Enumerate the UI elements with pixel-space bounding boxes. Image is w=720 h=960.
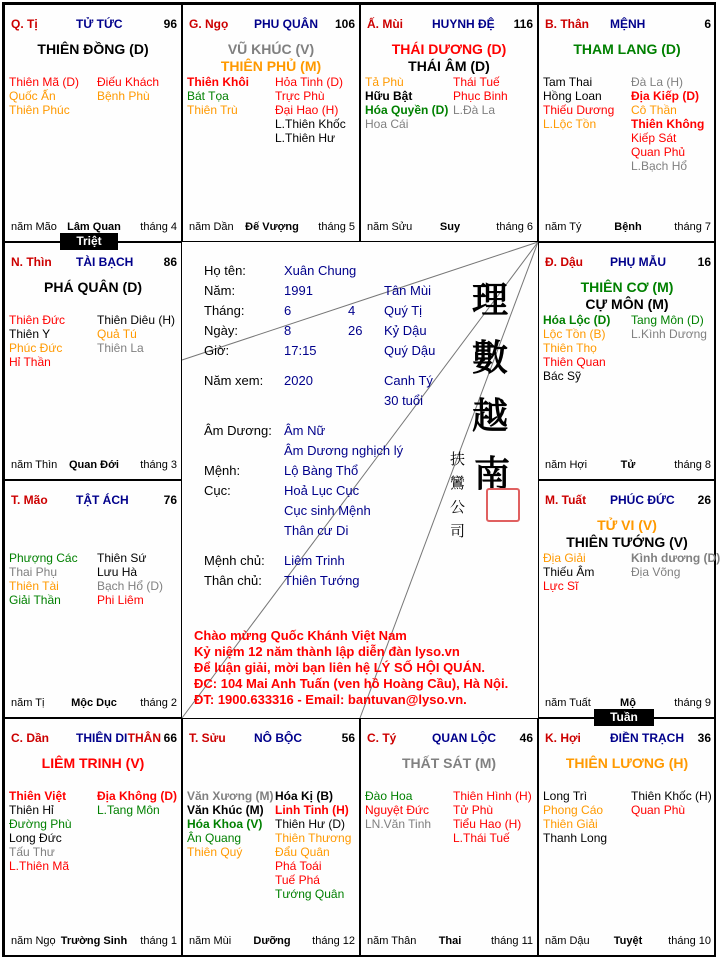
menhchu-value: Liêm Trinh [284, 553, 345, 568]
minor-star: Quả Tú [97, 327, 137, 341]
announcement-line-1: Chào mừng Quốc Khánh Việt Nam [194, 628, 407, 643]
minor-star: Quan Phủ [631, 145, 686, 159]
palace-stage: Quan Đới [69, 459, 119, 471]
minor-star: Long Đức [9, 831, 62, 845]
main-star: THÁI DƯƠNG (D) [391, 41, 507, 57]
minor-star: Tang Môn (D) [631, 313, 704, 327]
minor-star: Long Trì [543, 789, 588, 803]
calligraphy-small-2: 鸞 [450, 474, 466, 492]
minor-star: Thiên Thương [275, 831, 352, 845]
calligraphy-char-1: 理 [472, 279, 509, 321]
palace-number: 36 [697, 731, 711, 745]
announcement-line-4: ĐC: 104 Mai Anh Tuấn (ven hồ Hoàng Cầu), Hà Nội. [194, 676, 509, 691]
calligraphy-char-4: 南 [474, 453, 511, 495]
age-value: 30 tuổi [384, 393, 424, 408]
palace-stage: Dưỡng [253, 935, 291, 947]
palace-header [545, 255, 711, 271]
palace-footer [545, 459, 711, 473]
minor-star: Thiếu Dương [543, 103, 615, 117]
minor-star: L.Bạch Hổ [631, 159, 688, 173]
palace-name: MỆNH [610, 17, 646, 31]
palace-year: năm Thìn [11, 459, 58, 471]
palace-number: 106 [334, 17, 355, 31]
palace-footer [367, 935, 533, 949]
day-label: Ngày: [204, 323, 238, 338]
palace-year: năm Dậu [545, 935, 590, 947]
minor-star: Thanh Long [543, 831, 608, 845]
palace-month: tháng 1 [140, 935, 177, 947]
calligraphy-small-1: 扶 [450, 450, 466, 468]
minor-star: L.Thiên Khốc [275, 117, 346, 131]
minor-star: Thiên Y [9, 327, 51, 341]
palace-footer [367, 221, 533, 235]
announcement-line-5: ĐT: 1900.633316 - Email: bantuvan@lyso.vn. [194, 692, 467, 707]
palace-footer [189, 221, 355, 235]
minor-star: Quan Phù [631, 803, 686, 817]
palace-number: 6 [704, 17, 711, 31]
minor-star: Hỏa Tinh (D) [275, 75, 344, 89]
palace-ty [360, 718, 538, 956]
minor-star: Thiên Hư (D) [275, 817, 346, 831]
palace-stage: Đế Vượng [245, 221, 299, 233]
minor-star: Thiếu Âm [543, 565, 595, 579]
palace-stage: Tử [620, 459, 636, 471]
palace-extra: THÂN [127, 731, 161, 745]
palace-thin [4, 242, 182, 480]
amduong-value: Âm Nữ [284, 423, 326, 438]
minor-star: Hóa Kị (B) [275, 789, 333, 803]
main-star: THÁI ÂM (D) [408, 58, 490, 74]
palace-ngo [182, 4, 360, 242]
palace-code: T. Sửu [189, 731, 226, 745]
red-seal-icon [486, 488, 520, 522]
minor-star: Cô Thần [631, 103, 677, 117]
palace-month: tháng 12 [312, 935, 355, 947]
palace-year: năm Dần [189, 221, 234, 233]
minor-star: Hoa Cái [365, 117, 409, 131]
palace-name: QUAN LỘC [432, 731, 496, 745]
minor-star: Thiên Quan [543, 355, 606, 369]
minor-star: Thiên Việt [9, 789, 67, 803]
palace-code: C. Dần [11, 731, 50, 745]
amduong-note: Âm Dương nghịch lý [284, 443, 404, 458]
palace-year: năm Sửu [367, 221, 413, 233]
minor-star: Tấu Thư [9, 845, 55, 859]
cuc-value: Hoả Lục Cục [284, 483, 360, 498]
palace-mui [360, 4, 538, 242]
minor-star: Phượng Các [9, 551, 78, 565]
palace-month: tháng 9 [674, 697, 711, 709]
minor-star: Đà La (H) [631, 75, 684, 89]
palace-name: ĐIỀN TRẠCH [610, 731, 684, 745]
palace-header [11, 255, 177, 271]
palace-stage: Tuyệt [613, 935, 643, 947]
minor-star: Bát Tọa [187, 89, 229, 103]
palace-name: PHỤ MẪU [610, 255, 666, 269]
minor-star: Bạch Hổ (D) [97, 579, 164, 593]
palace-than [538, 4, 716, 242]
minor-star: L.Đà La [453, 103, 496, 117]
palace-month: tháng 10 [668, 935, 711, 947]
view-year-label: Năm xem: [204, 373, 264, 388]
day-lunar: 26 [348, 323, 363, 338]
minor-star: L.Thiên Hư [275, 131, 336, 145]
palace-number: 16 [697, 255, 711, 269]
main-star: THIÊN LƯƠNG (H) [565, 755, 689, 771]
hour-value: 17:15 [284, 343, 317, 358]
palace-name: THIÊN DI [76, 731, 128, 745]
palace-stage: Lâm Quan [67, 221, 121, 233]
palace-dau [538, 242, 716, 480]
month-label: Tháng: [204, 303, 245, 318]
minor-star: Thiên Diêu (H) [97, 313, 176, 327]
minor-star: Địa Giải [543, 551, 586, 565]
palace-name: NÔ BỘC [254, 731, 302, 745]
minor-star: Văn Khúc (M) [187, 803, 264, 817]
minor-star: L.Tang Môn [97, 803, 160, 817]
palace-footer [11, 935, 177, 949]
palace-header [189, 731, 355, 747]
hour-can: Quý Dậu [384, 343, 436, 358]
minor-star: Linh Tinh (H) [275, 803, 349, 817]
amduong-label: Âm Dương: [204, 423, 272, 438]
palace-month: tháng 3 [140, 459, 177, 471]
thanchu-value: Thiên Tướng [284, 573, 360, 588]
month-solar: 6 [284, 303, 292, 318]
minor-star: Hữu Bật [365, 89, 413, 103]
palace-code: Q. Tị [11, 17, 38, 31]
minor-star: Thiên Khôi [187, 75, 249, 89]
calligraphy-small-3: 公 [450, 498, 466, 516]
calligraphy-small-4: 司 [450, 522, 466, 540]
minor-star: Thiên Giải [543, 817, 598, 831]
minor-star: Phúc Đức [9, 341, 63, 355]
minor-star: Thiên Tài [9, 579, 59, 593]
minor-star: Đẩu Quân [275, 845, 330, 859]
main-star: THIÊN ĐỒNG (D) [37, 41, 149, 57]
year-label: Năm: [204, 283, 236, 298]
main-star: CỰ MÔN (M) [585, 296, 669, 312]
cuc-relation: Cục sinh Mệnh [284, 503, 371, 518]
minor-star: Kình dương (D) [631, 551, 720, 565]
minor-star: Thiên Khốc (H) [631, 789, 712, 803]
palace-number: 26 [697, 493, 711, 507]
minor-star: Thiên Hình (H) [453, 789, 532, 803]
minor-star: Hồng Loan [543, 89, 602, 103]
palace-footer [189, 935, 355, 949]
palace-code: N. Thìn [11, 255, 52, 269]
minor-star: Thiên Phúc [9, 103, 70, 117]
palace-year: năm Thân [367, 935, 417, 947]
palace-year: năm Tý [545, 221, 582, 233]
palace-month: tháng 6 [496, 221, 533, 233]
palace-month: tháng 7 [674, 221, 711, 233]
palace-stage: Suy [439, 221, 461, 233]
palace-code: K. Hợi [545, 731, 581, 745]
palace-number: 66 [163, 731, 177, 745]
palace-month: tháng 5 [318, 221, 355, 233]
palace-name: TẬT ÁCH [76, 493, 129, 507]
minor-star: L.Kình Dương [631, 327, 707, 341]
minor-star: LN.Văn Tinh [365, 817, 432, 831]
minor-star: Địa Kiếp (D) [631, 89, 700, 103]
minor-star: Hóa Lộc (D) [543, 313, 611, 327]
minor-star: Phi Liêm [97, 593, 144, 607]
palace-header [11, 731, 177, 747]
minor-star: Thiên La [97, 341, 144, 355]
palace-month: tháng 8 [674, 459, 711, 471]
palace-code: T. Mão [11, 493, 48, 507]
name-value: Xuân Chung [284, 263, 357, 278]
announcement-line-2: Kỷ niệm 12 năm thành lập diễn đàn lyso.vn [194, 644, 460, 659]
minor-star: Nguyệt Đức [365, 803, 430, 817]
minor-star: Văn Xương (M) [187, 789, 274, 803]
palace-suu [182, 718, 360, 956]
menh-value: Lộ Bàng Thổ [284, 463, 359, 478]
palace-month: tháng 4 [140, 221, 177, 233]
thanchu-label: Thân chủ: [204, 573, 262, 588]
palace-header [367, 17, 533, 33]
palace-header [367, 731, 533, 747]
minor-star: Đào Hoa [365, 789, 413, 803]
palace-stage: Mộ [620, 697, 636, 709]
palace-header [545, 493, 711, 509]
palace-ti [4, 4, 182, 242]
palace-footer [545, 221, 711, 235]
view-year-can: Canh Tý [384, 373, 433, 388]
minor-star: Thiên Sứ [97, 551, 147, 565]
minor-star: Đại Hao (H) [275, 103, 339, 117]
palace-year: năm Ngọ [11, 935, 56, 947]
palace-hoi [538, 718, 716, 956]
minor-star: Hỉ Thần [9, 355, 51, 369]
minor-star: Thiên Đức [9, 313, 66, 327]
than-position: Thân cư Di [284, 523, 349, 538]
palace-number: 76 [163, 493, 177, 507]
month-lunar: 4 [348, 303, 356, 318]
palace-header [545, 17, 711, 33]
palace-header [189, 17, 355, 33]
minor-star: Ân Quang [187, 831, 242, 845]
minor-star: Phong Cáo [543, 803, 604, 817]
minor-star: Tam Thai [543, 75, 593, 89]
minor-star: Phục Binh [453, 89, 508, 103]
view-year-value: 2020 [284, 373, 313, 388]
minor-star: Quốc Ấn [9, 89, 56, 103]
main-star: THIÊN PHỦ (M) [220, 58, 322, 74]
main-star: PHÁ QUÂN (D) [44, 279, 142, 295]
minor-star: Tiểu Hao (H) [453, 817, 522, 831]
palace-code: G. Ngọ [189, 17, 229, 31]
palace-code: Đ. Dậu [545, 255, 584, 269]
day-solar: 8 [284, 323, 292, 338]
palace-stage: Bệnh [614, 221, 642, 233]
palace-code: Ấ. Mùi [367, 17, 403, 31]
palace-stage: Thai [438, 935, 462, 947]
name-label: Họ tên: [204, 263, 246, 278]
minor-star: Địa Võng [631, 565, 681, 579]
minor-star: Thiên Trù [187, 103, 238, 117]
minor-star: Hóa Khoa (V) [187, 817, 263, 831]
palace-mao [4, 480, 182, 718]
minor-star: Thiên Thọ [543, 341, 597, 355]
palace-name: PHU QUÂN [254, 17, 319, 31]
palace-code: B. Thân [545, 17, 589, 31]
minor-star: Hóa Quyền (D) [365, 103, 449, 117]
announcement-line-3: Để luận giải, mời bạn liên hệ LÝ SỐ HỘI QUÁN. [194, 660, 485, 675]
palace-footer [11, 459, 177, 473]
minor-star: Thái Tuế [453, 75, 500, 89]
palace-month: tháng 11 [490, 935, 533, 947]
main-star: THAM LANG (D) [573, 41, 681, 57]
palace-header [545, 731, 711, 747]
minor-star: Thiên Không [631, 117, 705, 131]
palace-name: PHÚC ĐỨC [610, 493, 675, 507]
menhchu-label: Mệnh chủ: [204, 553, 265, 568]
minor-star: Điếu Khách [97, 75, 160, 89]
palace-year: năm Tuất [545, 697, 591, 709]
palace-year: năm Mão [11, 221, 57, 233]
palace-number: 96 [163, 17, 177, 31]
minor-star: Lực Sĩ [543, 579, 579, 593]
minor-star: Tuế Phá [275, 873, 320, 887]
palace-dan [4, 718, 182, 956]
minor-star: Tả Phù [365, 75, 404, 89]
minor-star: Lộc Tồn (B) [543, 327, 606, 341]
palace-number: 56 [341, 731, 355, 745]
palace-footer [545, 935, 711, 949]
calligraphy-char-3: 越 [472, 395, 509, 437]
palace-name: TỬ TỨC [76, 17, 123, 31]
month-can: Quý Tị [384, 303, 423, 318]
palace-code: C. Tý [367, 731, 397, 745]
minor-star: Địa Không (D) [97, 789, 177, 803]
minor-star: L.Thái Tuế [453, 831, 510, 845]
minor-star: Bệnh Phù [97, 89, 150, 103]
main-star: THIÊN TƯỚNG (V) [566, 534, 688, 550]
palace-year: năm Tị [11, 697, 45, 709]
minor-star: Lưu Hà [97, 565, 138, 579]
cuc-label: Cục: [204, 483, 231, 498]
minor-star: Thiên Mã (D) [9, 75, 80, 89]
minor-star: Đường Phù [9, 817, 72, 831]
palace-month: tháng 2 [140, 697, 177, 709]
palace-header [11, 17, 177, 33]
palace-number: 86 [163, 255, 177, 269]
minor-star: Tướng Quân [275, 887, 345, 901]
hour-label: Giờ: [204, 343, 230, 358]
tuan-marker: Tuần [594, 709, 654, 726]
minor-star: Phá Toái [275, 859, 322, 873]
palace-number: 46 [519, 731, 533, 745]
palace-stage: Mộc Dục [71, 697, 117, 709]
menh-label: Mệnh: [204, 463, 241, 478]
palace-header [11, 493, 177, 509]
minor-star: Bác Sỹ [543, 369, 582, 383]
year-value: 1991 [284, 283, 313, 298]
minor-star: L.Lộc Tồn [543, 117, 597, 131]
main-star: THẤT SÁT (M) [401, 755, 497, 771]
palace-footer [11, 697, 177, 711]
palace-number: 116 [513, 17, 533, 31]
day-can: Kỷ Dậu [384, 323, 427, 338]
minor-star: Giải Thần [9, 593, 61, 607]
minor-star: L.Thiên Mã [9, 859, 70, 873]
minor-star: Tử Phù [453, 803, 494, 817]
year-can: Tân Mùi [384, 283, 431, 298]
palace-stage: Trường Sinh [60, 935, 128, 947]
main-star: LIÊM TRINH (V) [41, 755, 145, 771]
palace-year: năm Mùi [189, 935, 232, 947]
minor-star: Thai Phụ [9, 565, 58, 579]
palace-year: năm Hợi [545, 459, 588, 471]
palace-name: TÀI BẠCH [76, 255, 134, 269]
minor-star: Thiên Quý [187, 845, 243, 859]
triet-marker: Triệt [60, 233, 118, 250]
main-star: VŨ KHÚC (V) [227, 41, 315, 57]
calligraphy-char-2: 數 [472, 337, 509, 379]
minor-star: Thiên Hỉ [9, 803, 54, 817]
main-star: TỬ VI (V) [597, 517, 657, 533]
announcement [194, 628, 508, 708]
palace-tuat [538, 480, 720, 718]
main-star: THIÊN CƠ (M) [580, 279, 674, 295]
minor-star: Trực Phù [275, 89, 325, 103]
palace-name: HUYNH ĐỆ [432, 17, 495, 31]
palace-code: M. Tuất [545, 493, 587, 507]
minor-star: Kiếp Sát [631, 131, 677, 145]
